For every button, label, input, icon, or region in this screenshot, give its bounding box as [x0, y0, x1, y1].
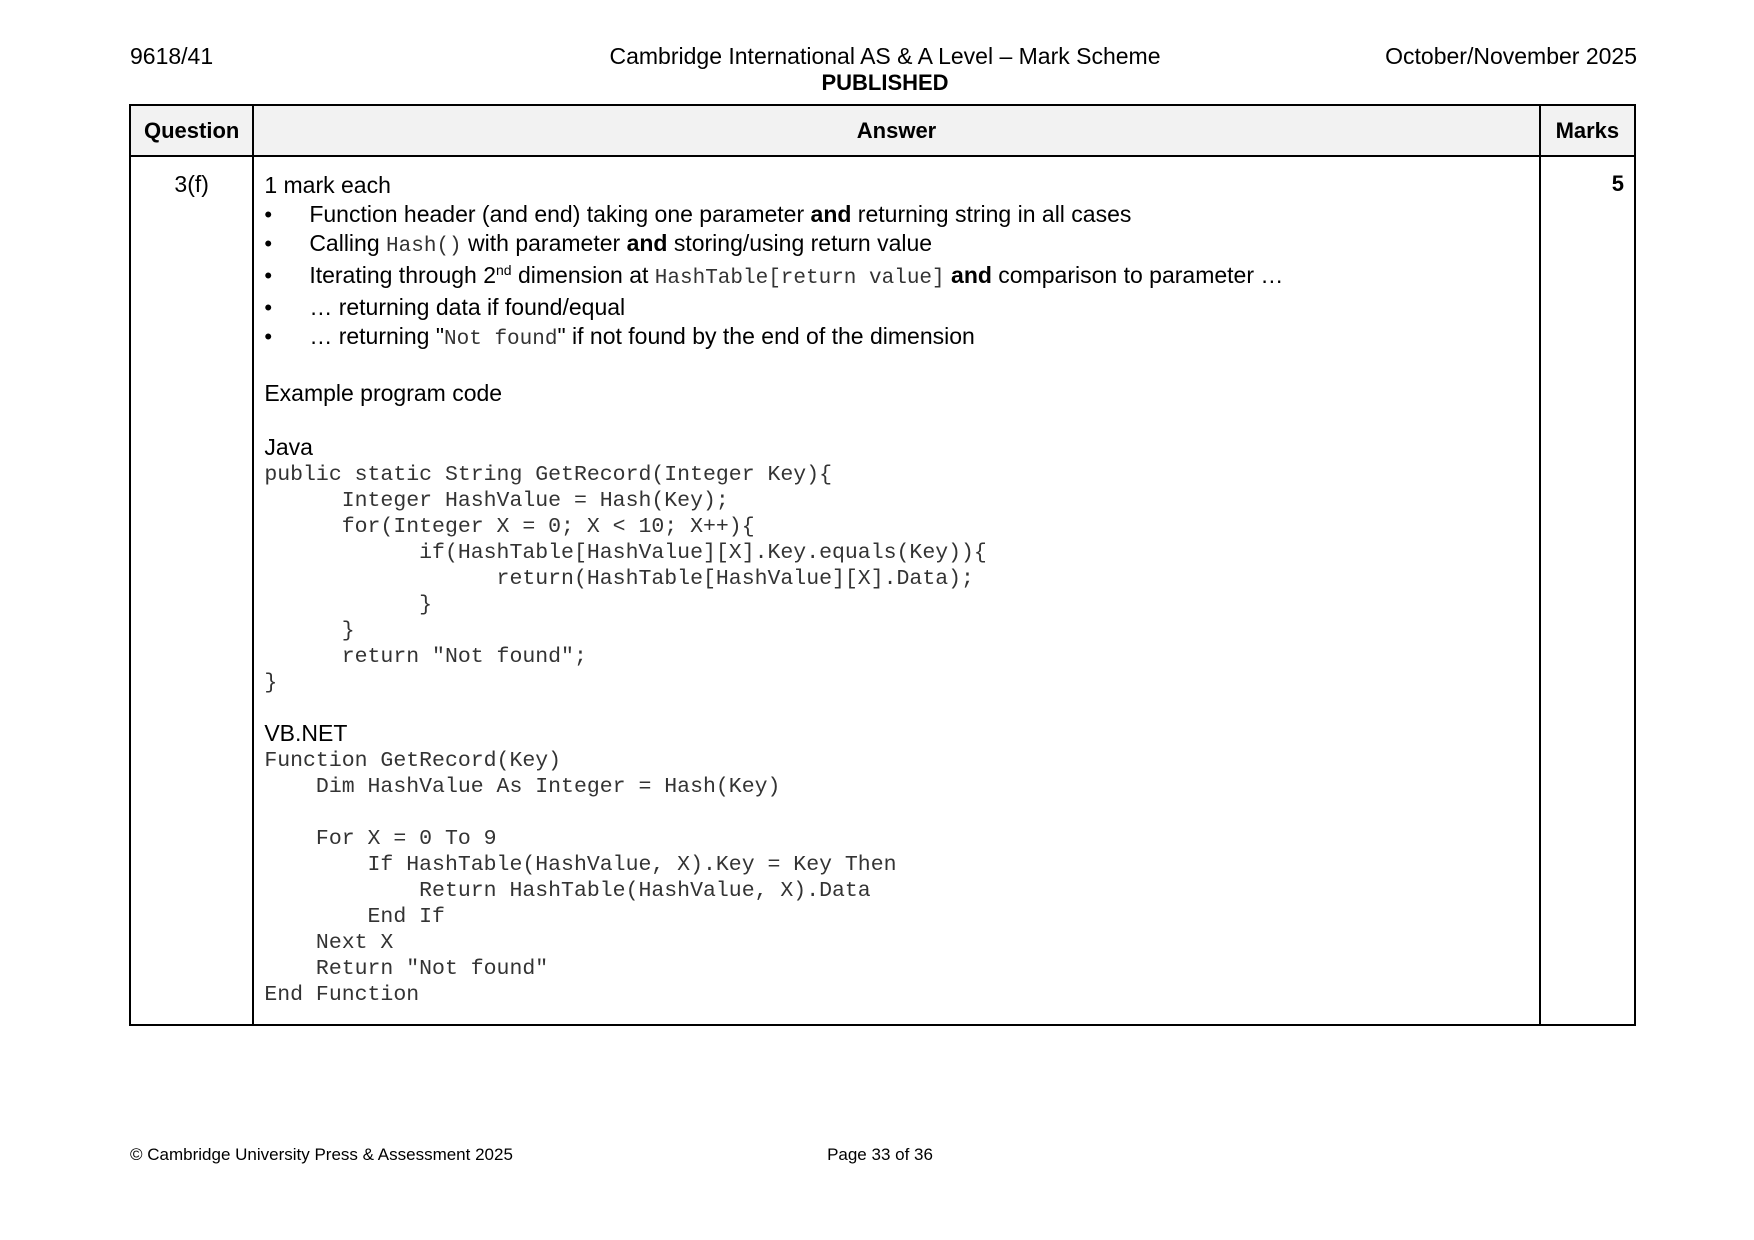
- answer-cell: [253, 156, 1539, 1025]
- bullet-icon: •: [264, 231, 273, 256]
- bullet-icon: •: [264, 295, 273, 320]
- marking-point: • … returning "Not found" if not found by the end of the dimension: [264, 323, 975, 351]
- java-code-block: public static String GetRecord(Integer Key){ Integer HashValue = Hash(Key); for(Integer X = 0; X < 10; X++){ if(HashTable[HashValue][X].Key.equals(Key)){ return(HashTable[HashValue][X].Data); } } return "Not found"; }: [264, 463, 987, 695]
- java-label: Java: [264, 434, 313, 460]
- column-header-answer: Answer: [253, 105, 1539, 156]
- page-header: [0, 0, 1754, 100]
- bullet-icon: •: [264, 324, 273, 349]
- column-header-marks: Marks: [1540, 105, 1635, 156]
- marking-points-list: [264, 200, 1528, 354]
- spacer: [264, 408, 1528, 433]
- page-footer: [0, 1142, 1754, 1182]
- page-number: Page 33 of 36: [827, 1145, 933, 1164]
- inline-code: Hash(): [386, 235, 462, 258]
- document-title: Cambridge International AS & A Level – Mark Scheme: [609, 43, 1161, 69]
- spacer: [264, 354, 1528, 379]
- marks-value: 5: [1540, 156, 1635, 1025]
- bullet-icon: •: [264, 263, 273, 288]
- column-header-question: Question: [130, 105, 253, 156]
- marking-point: • Calling Hash() with parameter and storing/using return value: [264, 230, 933, 258]
- marking-point: • Function header (and end) taking one parameter and returning string in all cases: [264, 201, 1132, 227]
- mark-scheme-table: [129, 104, 1636, 1026]
- vbnet-label: VB.NET: [264, 720, 348, 746]
- marking-point: • Iterating through 2nd dimension at HashTable[return value] and comparison to parameter …: [264, 262, 1284, 290]
- spacer: [264, 696, 1528, 719]
- question-number: 3(f): [130, 156, 253, 1025]
- marking-point: • … returning data if found/equal: [264, 294, 626, 320]
- bullet-icon: •: [264, 202, 273, 227]
- vbnet-code-block: Function GetRecord(Key) Dim HashValue As Integer = Hash(Key) For X = 0 To 9 If HashTable(HashValue, X).Key = Key Then Return HashTable(HashValue, X).Data End If Next X Return "Not found" End Function: [264, 749, 897, 1007]
- marking-intro: 1 mark each: [264, 172, 391, 198]
- exam-session: October/November 2025: [1385, 43, 1637, 69]
- table-header-row: [130, 105, 1635, 156]
- syllabus-code: 9618/41: [130, 43, 214, 69]
- inline-code: Not found: [444, 328, 558, 351]
- copyright-notice: © Cambridge University Press & Assessment 2025: [130, 1145, 513, 1164]
- inline-code: HashTable[return value]: [654, 267, 945, 290]
- table-row: [130, 156, 1635, 1025]
- published-label: PUBLISHED: [821, 70, 949, 95]
- example-heading: Example program code: [264, 380, 503, 406]
